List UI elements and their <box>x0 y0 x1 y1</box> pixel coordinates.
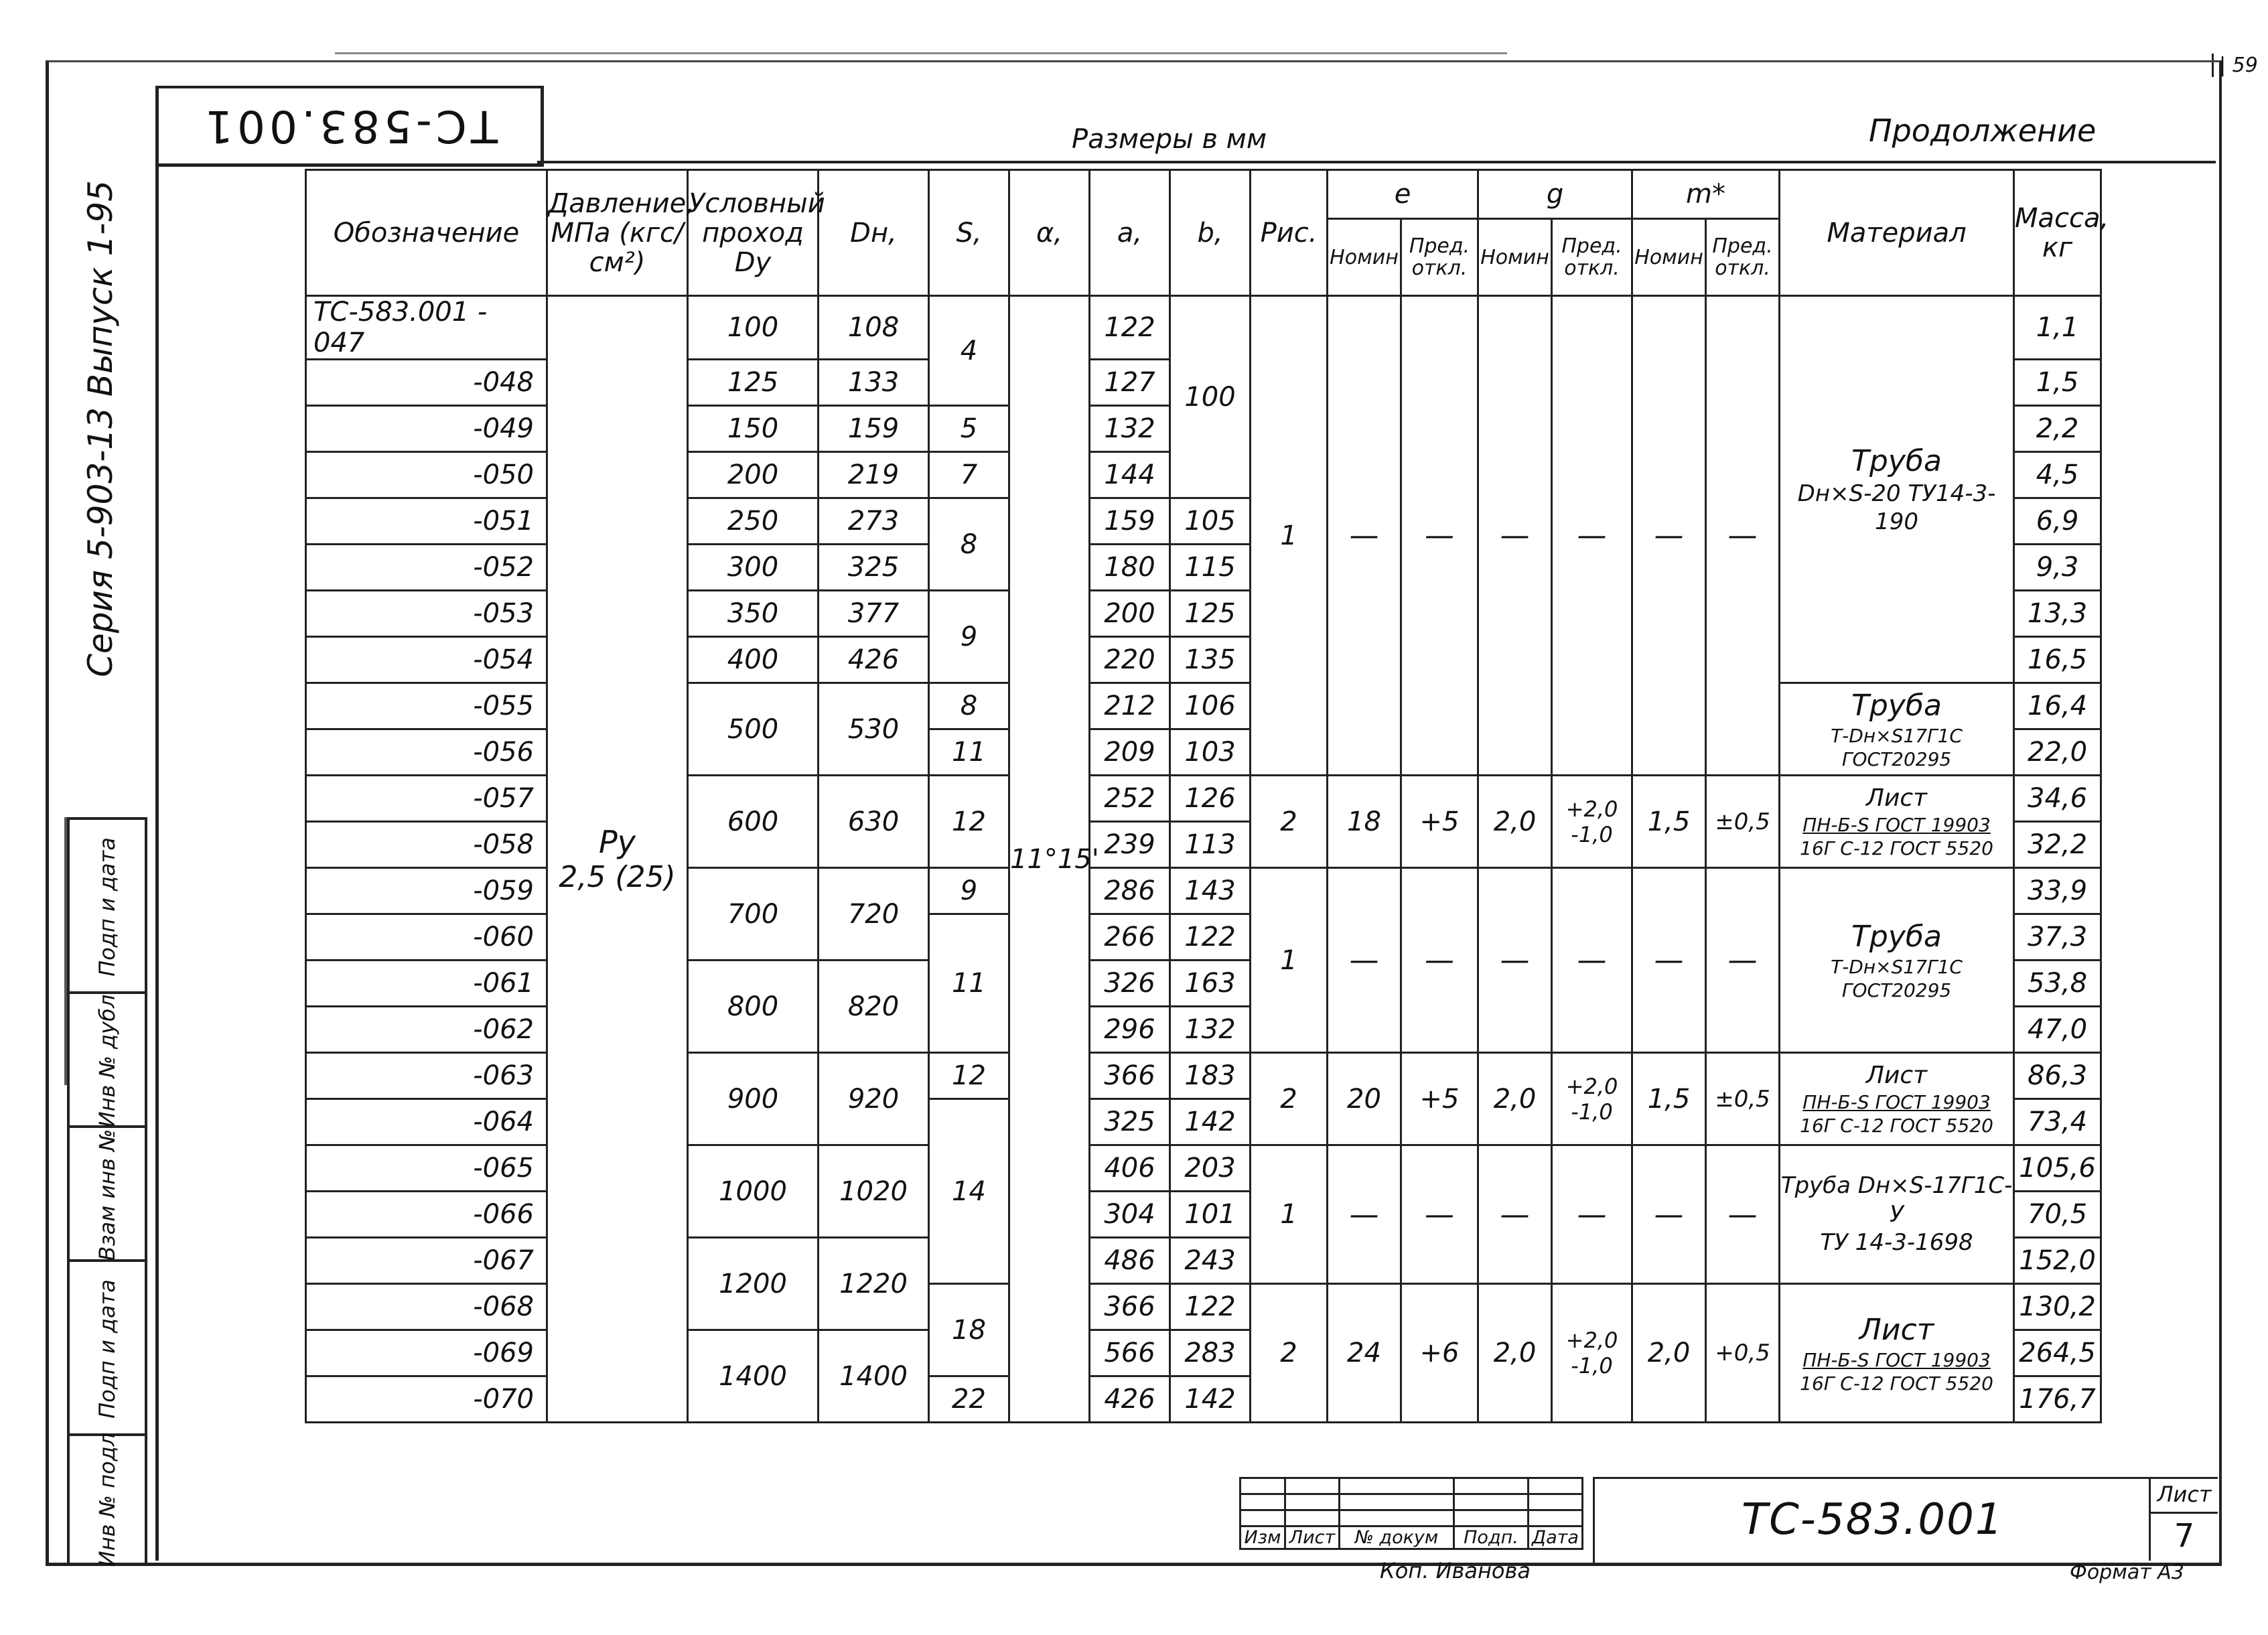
s-cell: 18 <box>929 1284 1009 1376</box>
m-tol-cell: — <box>1706 296 1780 776</box>
col-s: S, <box>929 170 1009 296</box>
col-designation: Обозначение <box>306 170 547 296</box>
g-tol-header: Пред. откл. <box>1552 219 1632 296</box>
col-pressure: Давление, МПа (кгс/см²) <box>547 170 688 296</box>
mass-cell: 22,0 <box>2014 729 2101 776</box>
g-nom-cell: 2,0 <box>1478 1284 1552 1423</box>
m-tol-header: Пред. откл. <box>1706 219 1780 296</box>
fig-cell: 2 <box>1251 776 1328 868</box>
a-cell: 486 <box>1090 1238 1170 1284</box>
fig-cell: 1 <box>1251 868 1328 1053</box>
b-cell: 243 <box>1170 1238 1251 1284</box>
b-cell: 115 <box>1170 545 1251 591</box>
inner-left-rule <box>155 161 159 1561</box>
g-nom-cell: — <box>1478 296 1552 776</box>
fig-cell: 2 <box>1251 1284 1328 1423</box>
e-nom-cell: — <box>1328 296 1401 776</box>
dn-cell: 1400 <box>819 1330 929 1423</box>
mass-cell: 73,4 <box>2014 1099 2101 1145</box>
designation-cell: -056 <box>306 729 547 776</box>
mass-cell: 53,8 <box>2014 961 2101 1007</box>
dy-cell: 500 <box>688 683 819 776</box>
s-cell: 8 <box>929 498 1009 591</box>
mass-cell: 1,5 <box>2014 360 2101 406</box>
side-box-replace-inv: Взам инв № <box>67 1125 147 1262</box>
mass-cell: 6,9 <box>2014 498 2101 545</box>
designation-cell: -051 <box>306 498 547 545</box>
dy-cell: 600 <box>688 776 819 868</box>
dn-cell: 820 <box>819 961 929 1053</box>
s-cell: 11 <box>929 914 1009 1053</box>
dy-cell: 900 <box>688 1053 819 1145</box>
fig-cell: 1 <box>1251 296 1328 776</box>
material-cell: Труба Dн×S-17Г1С-У ТУ 14-3-1698 <box>1780 1145 2014 1284</box>
a-cell: 366 <box>1090 1284 1170 1330</box>
col-alpha: α, <box>1009 170 1090 296</box>
dn-cell: 920 <box>819 1053 929 1145</box>
sheet-label: Лист <box>2151 1477 2218 1514</box>
dn-cell: 219 <box>819 452 929 498</box>
corner-page-number: | 59 <box>2212 54 2258 77</box>
title-block-doc-code: ТС-583.001 <box>1742 1495 2004 1545</box>
e-tol-cell: — <box>1401 868 1478 1053</box>
top-guide-line <box>335 52 1507 54</box>
b-cell: 100 <box>1170 296 1251 498</box>
m-nom-cell: 1,5 <box>1632 1053 1706 1145</box>
s-cell: 5 <box>929 406 1009 452</box>
m-tol-cell: — <box>1706 1145 1780 1284</box>
side-tick-line <box>64 817 67 1085</box>
s-cell: 8 <box>929 683 1009 729</box>
a-cell: 252 <box>1090 776 1170 822</box>
designation-cell: -065 <box>306 1145 547 1192</box>
b-cell: 183 <box>1170 1053 1251 1099</box>
s-cell: 12 <box>929 1053 1009 1099</box>
dn-cell: 325 <box>819 545 929 591</box>
col-dn: Dн, <box>819 170 929 296</box>
col-g: g <box>1478 170 1632 219</box>
mass-cell: 16,5 <box>2014 637 2101 683</box>
s-cell: 9 <box>929 868 1009 914</box>
m-tol-cell: +0,5 <box>1706 1284 1780 1423</box>
table-row <box>306 296 2101 360</box>
dn-cell: 1220 <box>819 1238 929 1330</box>
col-mass: Масса, кг <box>2014 170 2101 296</box>
side-box-dup-inv: Инв № дубл <box>67 991 147 1128</box>
m-tol-cell: — <box>1706 868 1780 1053</box>
mass-cell: 4,5 <box>2014 452 2101 498</box>
designation-cell: -069 <box>306 1330 547 1376</box>
dn-cell: 720 <box>819 868 929 961</box>
table-header-row <box>306 170 2101 219</box>
designation-cell: -070 <box>306 1376 547 1423</box>
a-cell: 180 <box>1090 545 1170 591</box>
dy-cell: 350 <box>688 591 819 637</box>
g-nom-cell: — <box>1478 868 1552 1053</box>
g-tol-cell: +2,0 -1,0 <box>1552 1284 1632 1423</box>
dy-cell: 250 <box>688 498 819 545</box>
dy-cell: 300 <box>688 545 819 591</box>
dy-cell: 200 <box>688 452 819 498</box>
dn-cell: 273 <box>819 498 929 545</box>
rotated-doc-code-box <box>155 86 544 167</box>
s-cell: 22 <box>929 1376 1009 1423</box>
m-tol-cell: ±0,5 <box>1706 776 1780 868</box>
col-m: m* <box>1632 170 1780 219</box>
material-cell: Труба Dн×S-20 ТУ14-3-190 <box>1780 296 2014 683</box>
dy-cell: 800 <box>688 961 819 1053</box>
m-nom-cell: — <box>1632 296 1706 776</box>
mass-cell: 47,0 <box>2014 1007 2101 1053</box>
sheet-box <box>2149 1477 2218 1561</box>
e-nom-cell: 18 <box>1328 776 1401 868</box>
pressure-cell: Py 2,5 (25) <box>547 296 688 1423</box>
col-b: b, <box>1170 170 1251 296</box>
e-tol-cell: — <box>1401 296 1478 776</box>
designation-cell: -060 <box>306 914 547 961</box>
b-cell: 132 <box>1170 1007 1251 1053</box>
revision-stamp <box>1239 1477 1583 1550</box>
b-cell: 135 <box>1170 637 1251 683</box>
dy-cell: 700 <box>688 868 819 961</box>
s-cell: 14 <box>929 1099 1009 1284</box>
col-a: a, <box>1090 170 1170 296</box>
e-nom-cell: — <box>1328 1145 1401 1284</box>
a-cell: 159 <box>1090 498 1170 545</box>
mass-cell: 264,5 <box>2014 1330 2101 1376</box>
mass-cell: 33,9 <box>2014 868 2101 914</box>
mass-cell: 152,0 <box>2014 1238 2101 1284</box>
designation-cell: -059 <box>306 868 547 914</box>
a-cell: 239 <box>1090 822 1170 868</box>
a-cell: 132 <box>1090 406 1170 452</box>
stamp-header-doc: № докум <box>1340 1526 1454 1549</box>
designation-cell: -067 <box>306 1238 547 1284</box>
b-cell: 126 <box>1170 776 1251 822</box>
spec-table <box>305 169 2109 1423</box>
mass-cell: 32,2 <box>2014 822 2101 868</box>
dy-cell: 1000 <box>688 1145 819 1238</box>
dn-cell: 108 <box>819 296 929 360</box>
dn-cell: 1020 <box>819 1145 929 1238</box>
side-box-sign-date-1: Подп и дата <box>67 817 147 994</box>
continuation-caption: Продолжение <box>1869 113 2097 149</box>
dn-cell: 426 <box>819 637 929 683</box>
mass-cell: 1,1 <box>2014 296 2101 360</box>
fig-cell: 2 <box>1251 1053 1328 1145</box>
a-cell: 144 <box>1090 452 1170 498</box>
designation-cell: ТС-583.001 - 047 <box>306 296 547 360</box>
mass-cell: 37,3 <box>2014 914 2101 961</box>
g-tol-cell: +2,0 -1,0 <box>1552 1053 1632 1145</box>
designation-cell: -063 <box>306 1053 547 1099</box>
dy-cell: 400 <box>688 637 819 683</box>
b-cell: 122 <box>1170 914 1251 961</box>
header-rule <box>537 161 2216 163</box>
designation-cell: -048 <box>306 360 547 406</box>
e-tol-header: Пред. откл. <box>1401 219 1478 296</box>
material-cell: Труба Т-Dн×S17Г1С ГОСТ20295 <box>1780 868 2014 1053</box>
dy-cell: 125 <box>688 360 819 406</box>
a-cell: 200 <box>1090 591 1170 637</box>
m-nom-cell: 2,0 <box>1632 1284 1706 1423</box>
mass-cell: 16,4 <box>2014 683 2101 729</box>
a-cell: 326 <box>1090 961 1170 1007</box>
col-e: e <box>1328 170 1478 219</box>
mass-cell: 2,2 <box>2014 406 2101 452</box>
dn-cell: 133 <box>819 360 929 406</box>
b-cell: 125 <box>1170 591 1251 637</box>
b-cell: 283 <box>1170 1330 1251 1376</box>
material-cell: Труба Т-Dн×S17Г1С ГОСТ20295 <box>1780 683 2014 776</box>
dn-cell: 630 <box>819 776 929 868</box>
a-cell: 296 <box>1090 1007 1170 1053</box>
dn-cell: 377 <box>819 591 929 637</box>
material-cell: Лист ПН-Б-S ГОСТ 19903 16Г С-12 ГОСТ 5520 <box>1780 1284 2014 1423</box>
b-cell: 103 <box>1170 729 1251 776</box>
a-cell: 426 <box>1090 1376 1170 1423</box>
a-cell: 212 <box>1090 683 1170 729</box>
mass-cell: 34,6 <box>2014 776 2101 822</box>
s-cell: 11 <box>929 729 1009 776</box>
b-cell: 113 <box>1170 822 1251 868</box>
e-nom-header: Номин <box>1328 219 1401 296</box>
designation-cell: -055 <box>306 683 547 729</box>
dy-cell: 1400 <box>688 1330 819 1423</box>
designation-cell: -061 <box>306 961 547 1007</box>
dy-cell: 1200 <box>688 1238 819 1330</box>
side-box-sign-date-2: Подп и дата <box>67 1259 147 1436</box>
a-cell: 566 <box>1090 1330 1170 1376</box>
dn-cell: 530 <box>819 683 929 776</box>
mass-cell: 70,5 <box>2014 1192 2101 1238</box>
designation-cell: -052 <box>306 545 547 591</box>
m-nom-header: Номин <box>1632 219 1706 296</box>
designation-cell: -050 <box>306 452 547 498</box>
dy-cell: 150 <box>688 406 819 452</box>
stamp-header-izm: Изм <box>1241 1526 1285 1549</box>
mass-cell: 9,3 <box>2014 545 2101 591</box>
material-cell: Лист ПН-Б-S ГОСТ 19903 16Г С-12 ГОСТ 5520 <box>1780 1053 2014 1145</box>
sheet-number: 7 <box>2174 1517 2195 1555</box>
a-cell: 266 <box>1090 914 1170 961</box>
copied-by: Коп. Иванова <box>1380 1558 1531 1583</box>
side-box-orig-inv: Инв № подл <box>67 1433 147 1563</box>
s-cell: 9 <box>929 591 1009 683</box>
s-cell: 4 <box>929 296 1009 406</box>
mass-cell: 176,7 <box>2014 1376 2101 1423</box>
g-tol-cell: — <box>1552 1145 1632 1284</box>
a-cell: 209 <box>1090 729 1170 776</box>
b-cell: 163 <box>1170 961 1251 1007</box>
dy-cell: 100 <box>688 296 819 360</box>
col-material: Материал <box>1780 170 2014 296</box>
b-cell: 101 <box>1170 1192 1251 1238</box>
stamp-header-sign: Подп. <box>1454 1526 1529 1549</box>
rotated-doc-code: ТС-583.001 <box>201 100 498 152</box>
m-nom-cell: 1,5 <box>1632 776 1706 868</box>
b-cell: 143 <box>1170 868 1251 914</box>
a-cell: 366 <box>1090 1053 1170 1099</box>
a-cell: 286 <box>1090 868 1170 914</box>
fig-cell: 1 <box>1251 1145 1328 1284</box>
m-nom-cell: — <box>1632 868 1706 1053</box>
designation-cell: -066 <box>306 1192 547 1238</box>
col-nominal: Условный проход Dy <box>688 170 819 296</box>
a-cell: 127 <box>1090 360 1170 406</box>
dims-caption: Размеры в мм <box>1072 124 1267 155</box>
g-tol-cell: — <box>1552 868 1632 1053</box>
format-label: Формат А3 <box>2070 1561 2184 1584</box>
alpha-cell: 11°15' <box>1009 296 1090 1423</box>
b-cell: 142 <box>1170 1376 1251 1423</box>
designation-cell: -054 <box>306 637 547 683</box>
mass-cell: 13,3 <box>2014 591 2101 637</box>
e-nom-cell: 20 <box>1328 1053 1401 1145</box>
e-tol-cell: +5 <box>1401 776 1478 868</box>
designation-cell: -068 <box>306 1284 547 1330</box>
designation-cell: -062 <box>306 1007 547 1053</box>
e-nom-cell: 24 <box>1328 1284 1401 1423</box>
s-cell: 12 <box>929 776 1009 868</box>
col-fig: Рис. <box>1251 170 1328 296</box>
designation-cell: -053 <box>306 591 547 637</box>
designation-cell: -057 <box>306 776 547 822</box>
b-cell: 203 <box>1170 1145 1251 1192</box>
g-nom-cell: — <box>1478 1145 1552 1284</box>
designation-cell: -064 <box>306 1099 547 1145</box>
e-tol-cell: — <box>1401 1145 1478 1284</box>
designation-cell: -058 <box>306 822 547 868</box>
stamp-header-list: Лист <box>1285 1526 1340 1549</box>
e-tol-cell: +5 <box>1401 1053 1478 1145</box>
b-cell: 106 <box>1170 683 1251 729</box>
a-cell: 325 <box>1090 1099 1170 1145</box>
a-cell: 220 <box>1090 637 1170 683</box>
material-cell: Лист ПН-Б-S ГОСТ 19903 16Г С-12 ГОСТ 5520 <box>1780 776 2014 868</box>
m-nom-cell: — <box>1632 1145 1706 1284</box>
stamp-header-date: Дата <box>1529 1526 1583 1549</box>
mass-cell: 105,6 <box>2014 1145 2101 1192</box>
e-nom-cell: — <box>1328 868 1401 1053</box>
m-tol-cell: ±0,5 <box>1706 1053 1780 1145</box>
e-tol-cell: +6 <box>1401 1284 1478 1423</box>
b-cell: 122 <box>1170 1284 1251 1330</box>
b-cell: 142 <box>1170 1099 1251 1145</box>
g-nom-header: Номин <box>1478 219 1552 296</box>
dn-cell: 159 <box>819 406 929 452</box>
g-tol-cell: +2,0 -1,0 <box>1552 776 1632 868</box>
g-tol-cell: — <box>1552 296 1632 776</box>
designation-cell: -049 <box>306 406 547 452</box>
a-cell: 122 <box>1090 296 1170 360</box>
a-cell: 304 <box>1090 1192 1170 1238</box>
a-cell: 406 <box>1090 1145 1170 1192</box>
g-nom-cell: 2,0 <box>1478 776 1552 868</box>
s-cell: 7 <box>929 452 1009 498</box>
g-nom-cell: 2,0 <box>1478 1053 1552 1145</box>
b-cell: 105 <box>1170 498 1251 545</box>
mass-cell: 86,3 <box>2014 1053 2101 1099</box>
mass-cell: 130,2 <box>2014 1284 2101 1330</box>
